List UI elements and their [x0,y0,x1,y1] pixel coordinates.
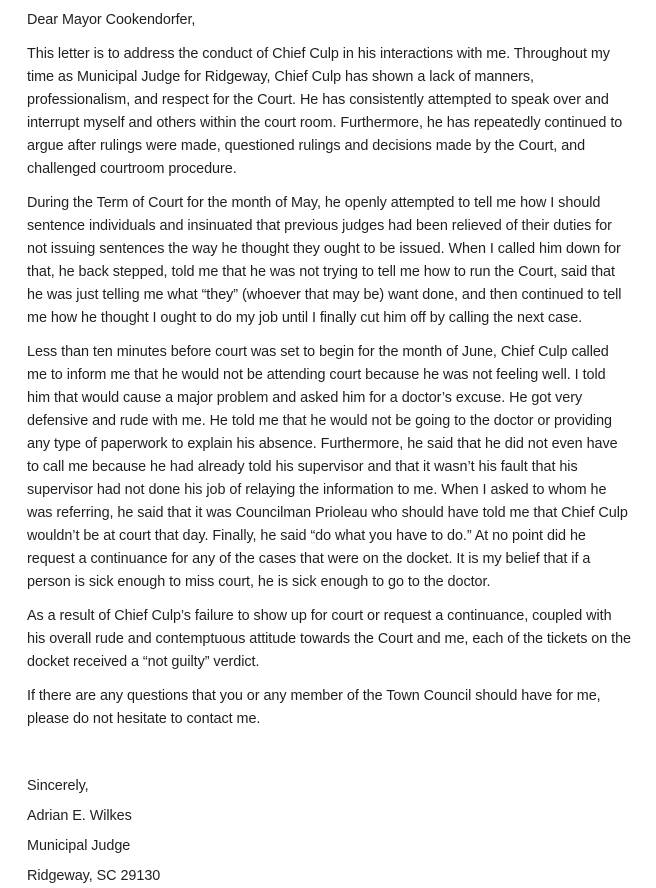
signature-title: Municipal Judge [27,838,131,854]
letter-paragraph: During the Term of Court for the month of May, he openly attempted to tell me how I should sentence individuals and insinuated that previous judges had been relieved of their duties for not issuing sentences the way he thought they ought to be issued. When I called him down for that, he back stepped, told me that he was not trying to tell me how to run the Court, said that he was just telling me what “they” (whoever that may be) want done, and then continued to tell me how he thought I ought to do my job until I finally cut him off by calling the next case. [27,195,622,326]
signature-name: Adrian E. Wilkes [27,808,132,824]
letter-greeting: Dear Mayor Cookendorfer, [27,12,196,28]
letter-paragraph: As a result of Chief Culp’s failure to show up for court or request a continuance, coupled with his overall rude and contemptuous attitude towards the Court and me, each of the tickets on the docket received a “not guilty” verdict. [27,608,632,670]
letter-signoff: Sincerely, [27,778,89,794]
letter-paragraph: Less than ten minutes before court was set to begin for the month of June, Chief Culp called me to inform me that he would not be attending court because he was not feeling well. I told him that would cause a major problem and asked him for a doctor’s excuse. He got very defensive and rude with me. He told me that he would not be going to the doctor or providing any type of paperwork to explain his absence. Furthermore, he said that he did not even have to call me because he had already told his supervisor and that it wasn’t his fault that his supervisor had not done his job of relaying the information to me. When I asked to whom he was referring, he said that it was Councilman Prioleau who should have told me that Chief Culp wouldn’t be at court that day. Finally, he said “do what you have to do.” At no point did he request a continuance for any of the cases that were on the docket. It is my belief that if a person is sick enough to miss court, he is sick enough to go to the doctor. [27,344,628,590]
letter-paragraph: This letter is to address the conduct of Chief Culp in his interactions with me. Throughout my time as Municipal Judge for Ridgeway, Chief Culp has shown a lack of manners, professionalism, and respect for the Court. He has consistently attempted to speak over and interrupt myself and others within the court room. Furthermore, he has repeatedly continued to argue after rulings were made, questioned rulings and decisions made by the Court, and challenged courtroom procedure. [27,46,623,177]
signature-location: Ridgeway, SC 29130 [27,868,161,884]
signature-block [27,775,631,888]
letter-paragraph: If there are any questions that you or any member of the Town Council should have for me, please do not hesitate to contact me. [27,688,601,727]
